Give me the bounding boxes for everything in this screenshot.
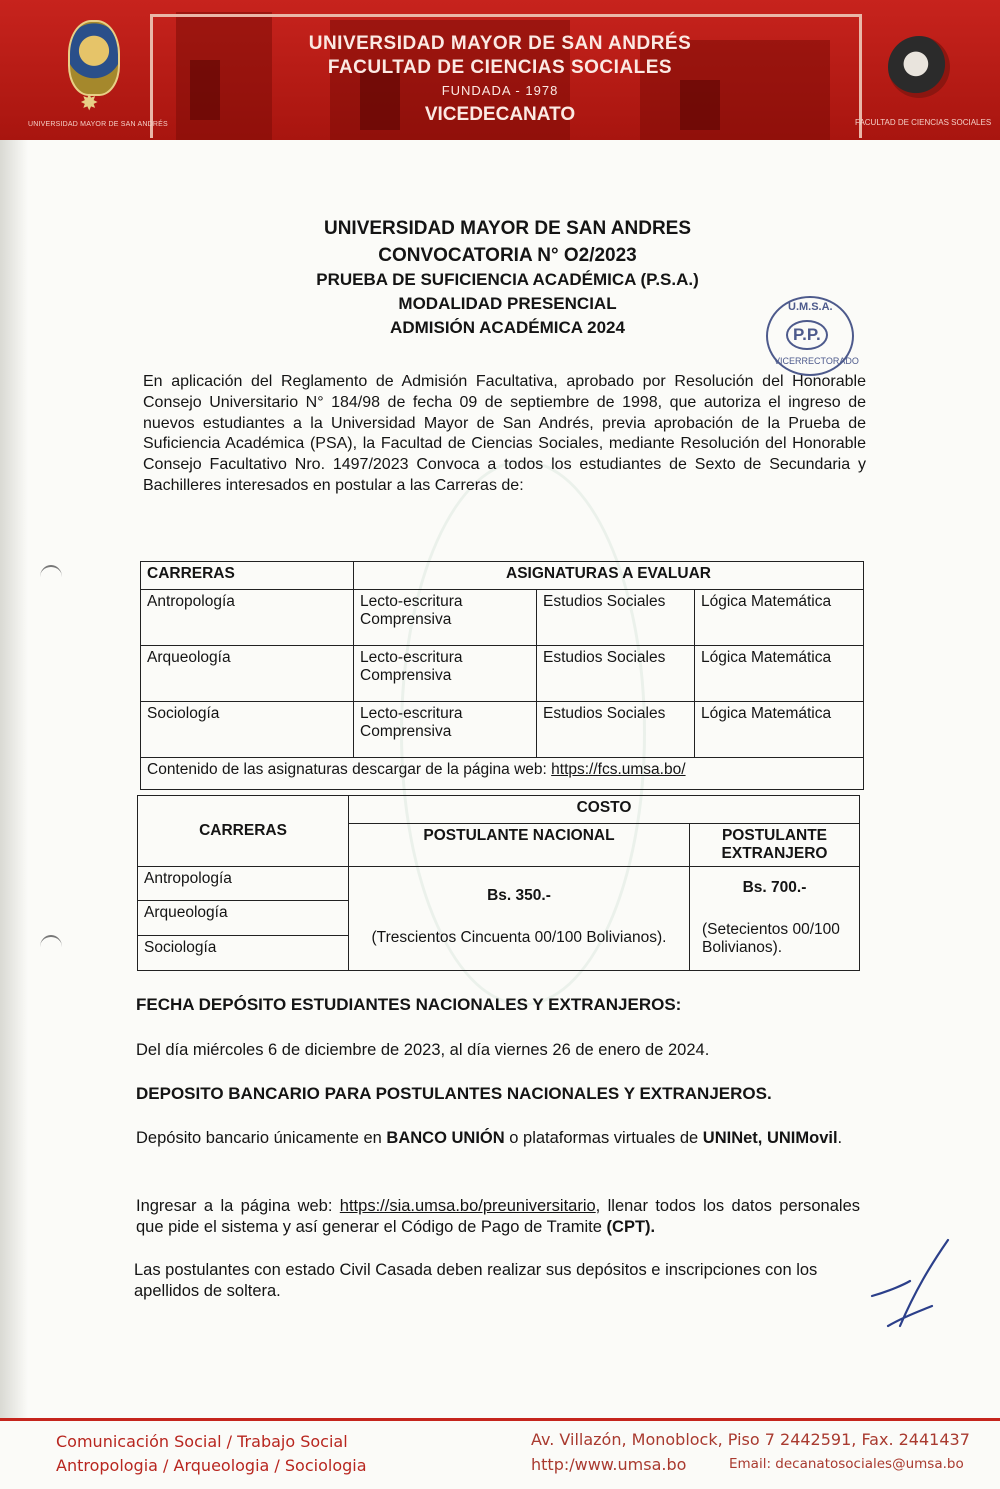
deposito-text-c: . (837, 1129, 843, 1147)
cell-subject: Estudios Sociales (537, 646, 695, 702)
table-row (141, 646, 864, 702)
stamp-center-text: P.P. (786, 320, 828, 350)
content-note-text: Contenido de las asignaturas descargar de la página web: (147, 761, 552, 778)
doc-title-admision: ADMISIÓN ACADÉMICA 2024 (390, 318, 625, 337)
stamp-top-text: U.M.S.A. (788, 301, 833, 313)
banner-office: VICEDECANATO (424, 104, 576, 125)
cell-carrera: Antropología (138, 867, 349, 901)
cell-subject: Lecto-escritura Comprensiva (354, 646, 537, 702)
cell-subject: Lógica Matemática (695, 646, 864, 702)
cell-subject: Lógica Matemática (695, 590, 864, 646)
cell-cost-nacional (349, 867, 690, 971)
crest-star-icon: ✸ (80, 90, 99, 115)
fcs-website-link[interactable]: https://fcs.umsa.bo/ (551, 761, 686, 778)
footer-email[interactable]: Email: decanatosociales@umsa.bo (729, 1456, 964, 1472)
left-logo-caption: UNIVERSIDAD MAYOR DE SAN ANDRÉS (28, 121, 168, 128)
th-carreras-cost: CARRERAS (138, 796, 349, 867)
doc-title-psa: PRUEBA DE SUFICIENCIA ACADÉMICA (P.S.A.) (316, 270, 699, 289)
stamp-bottom-text: VICERRECTORADO (774, 356, 859, 366)
subjects-table (140, 561, 864, 790)
table-row (138, 867, 860, 901)
footer-careers-line1: Comunicación Social / Trabajo Social (56, 1432, 348, 1451)
banner-founded: FUNDADA - 1978 (441, 83, 559, 98)
cpt-label: (CPT). (606, 1218, 656, 1236)
cell-subject: Lecto-escritura Comprensiva (354, 590, 537, 646)
fcs-logo-icon (888, 36, 950, 98)
deposito-heading: DEPOSITO BANCARIO PARA POSTULANTES NACIONALES Y EXTRANJEROS. (136, 1084, 772, 1103)
letterhead-banner (0, 0, 1000, 140)
cost-nacional-words: (Trescientos Cincuenta 00/100 Bolivianos). (371, 929, 667, 946)
casada-paragraph: Las postulantes con estado Civil Casada deben realizar sus depósitos e inscripciones con los apellidos de soltera. (134, 1261, 818, 1300)
deposito-text-b: o plataformas virtuales de (504, 1129, 703, 1147)
cell-carrera: Antropología (141, 590, 354, 646)
doc-title-university: UNIVERSIDAD MAYOR DE SAN ANDRES (323, 218, 692, 239)
subjects-content-note (141, 758, 864, 790)
cell-carrera: Sociología (138, 936, 349, 971)
cell-cost-extranjero (690, 867, 860, 971)
handwritten-signature-icon (870, 1236, 960, 1336)
th-costo: COSTO (349, 796, 860, 824)
footer-careers-line2: Antropologia / Arqueologia / Sociologia (56, 1456, 367, 1475)
fecha-heading: FECHA DEPÓSITO ESTUDIANTES NACIONALES Y EXTRANJEROS: (136, 995, 682, 1014)
sia-preuniversitario-link[interactable]: https://sia.umsa.bo/preuniversitario (339, 1197, 596, 1215)
cell-carrera: Arqueología (138, 901, 349, 936)
intro-paragraph: En aplicación del Reglamento de Admisión Facultativa, aprobado por Resolución del Honorable Consejo Universitario N° 184/98 de fecha 09 de septiembre de 1998, que autoriza el ingreso de nuevos estudiantes a la Universidad Mayor de San Andrés, previa aprobación de la Prueba de Suficiencia Académica (PSA), la Facultad de Ciencias Sociales, mediante Resolución del Honorable Consejo Facultativo Nro. 1497/2023 Convoca a todos los estudiantes de Sexto de Secundaria y Bachilleres interesados en postular a las Carreras de: (143, 373, 866, 494)
footer-address: Av. Villazón, Monoblock, Piso 7 2442591, Fax. 2441437 (531, 1430, 970, 1449)
punch-hole-mark (40, 565, 62, 589)
footer-rule (0, 1418, 1000, 1421)
cell-subject: Estudios Sociales (537, 590, 695, 646)
banner-university-name: UNIVERSIDAD MAYOR DE SAN ANDRÉS (308, 33, 692, 54)
ingresar-text-b: , llenar todos los datos personales que pide el sistema y así generar el Código de Pago de Tramite (136, 1197, 860, 1236)
fecha-text: Del día miércoles 6 de diciembre de 2023, al día viernes 26 de enero de 2024. (136, 1041, 710, 1059)
vicerrectorado-stamp (766, 296, 859, 376)
th-asignaturas: ASIGNATURAS A EVALUAR (354, 562, 864, 590)
th-postulante-nacional: POSTULANTE NACIONAL (349, 824, 690, 867)
doc-title-convocatoria: CONVOCATORIA N° O2/2023 (378, 245, 637, 266)
banner-faculty-name: FACULTAD DE CIENCIAS SOCIALES (327, 57, 673, 78)
th-postulante-extranjero: POSTULANTE EXTRANJERO (690, 824, 860, 867)
cell-subject: Lógica Matemática (695, 702, 864, 758)
footer-website-link[interactable]: http:/www.umsa.bo (531, 1455, 687, 1474)
deposito-paragraph (136, 1128, 860, 1149)
cost-extranjero-amount: Bs. 700.- (742, 879, 807, 896)
cell-carrera: Arqueología (141, 646, 354, 702)
deposito-text-a: Depósito bancario únicamente en (136, 1129, 387, 1147)
cell-subject: Lecto-escritura Comprensiva (354, 702, 537, 758)
right-logo-caption: FACULTAD DE CIENCIAS SOCIALES (855, 118, 992, 127)
ingresar-paragraph (136, 1196, 860, 1238)
cell-subject: Estudios Sociales (537, 702, 695, 758)
doc-title-modalidad: MODALIDAD PRESENCIAL (398, 294, 617, 313)
cost-nacional-amount: Bs. 350.- (487, 887, 551, 904)
cost-extranjero-words: (Setecientos 00/100 Bolivianos). (702, 921, 840, 956)
cost-table (137, 795, 860, 971)
cell-carrera: Sociología (141, 702, 354, 758)
ingresar-text-a: Ingresar a la página web: (136, 1197, 340, 1215)
table-row (141, 590, 864, 646)
bank-name: BANCO UNIÓN (386, 1129, 505, 1147)
th-carreras: CARRERAS (141, 562, 354, 590)
punch-hole-mark (40, 935, 62, 959)
virtual-platforms: UNINet, UNIMovil (702, 1129, 838, 1147)
table-row (141, 702, 864, 758)
